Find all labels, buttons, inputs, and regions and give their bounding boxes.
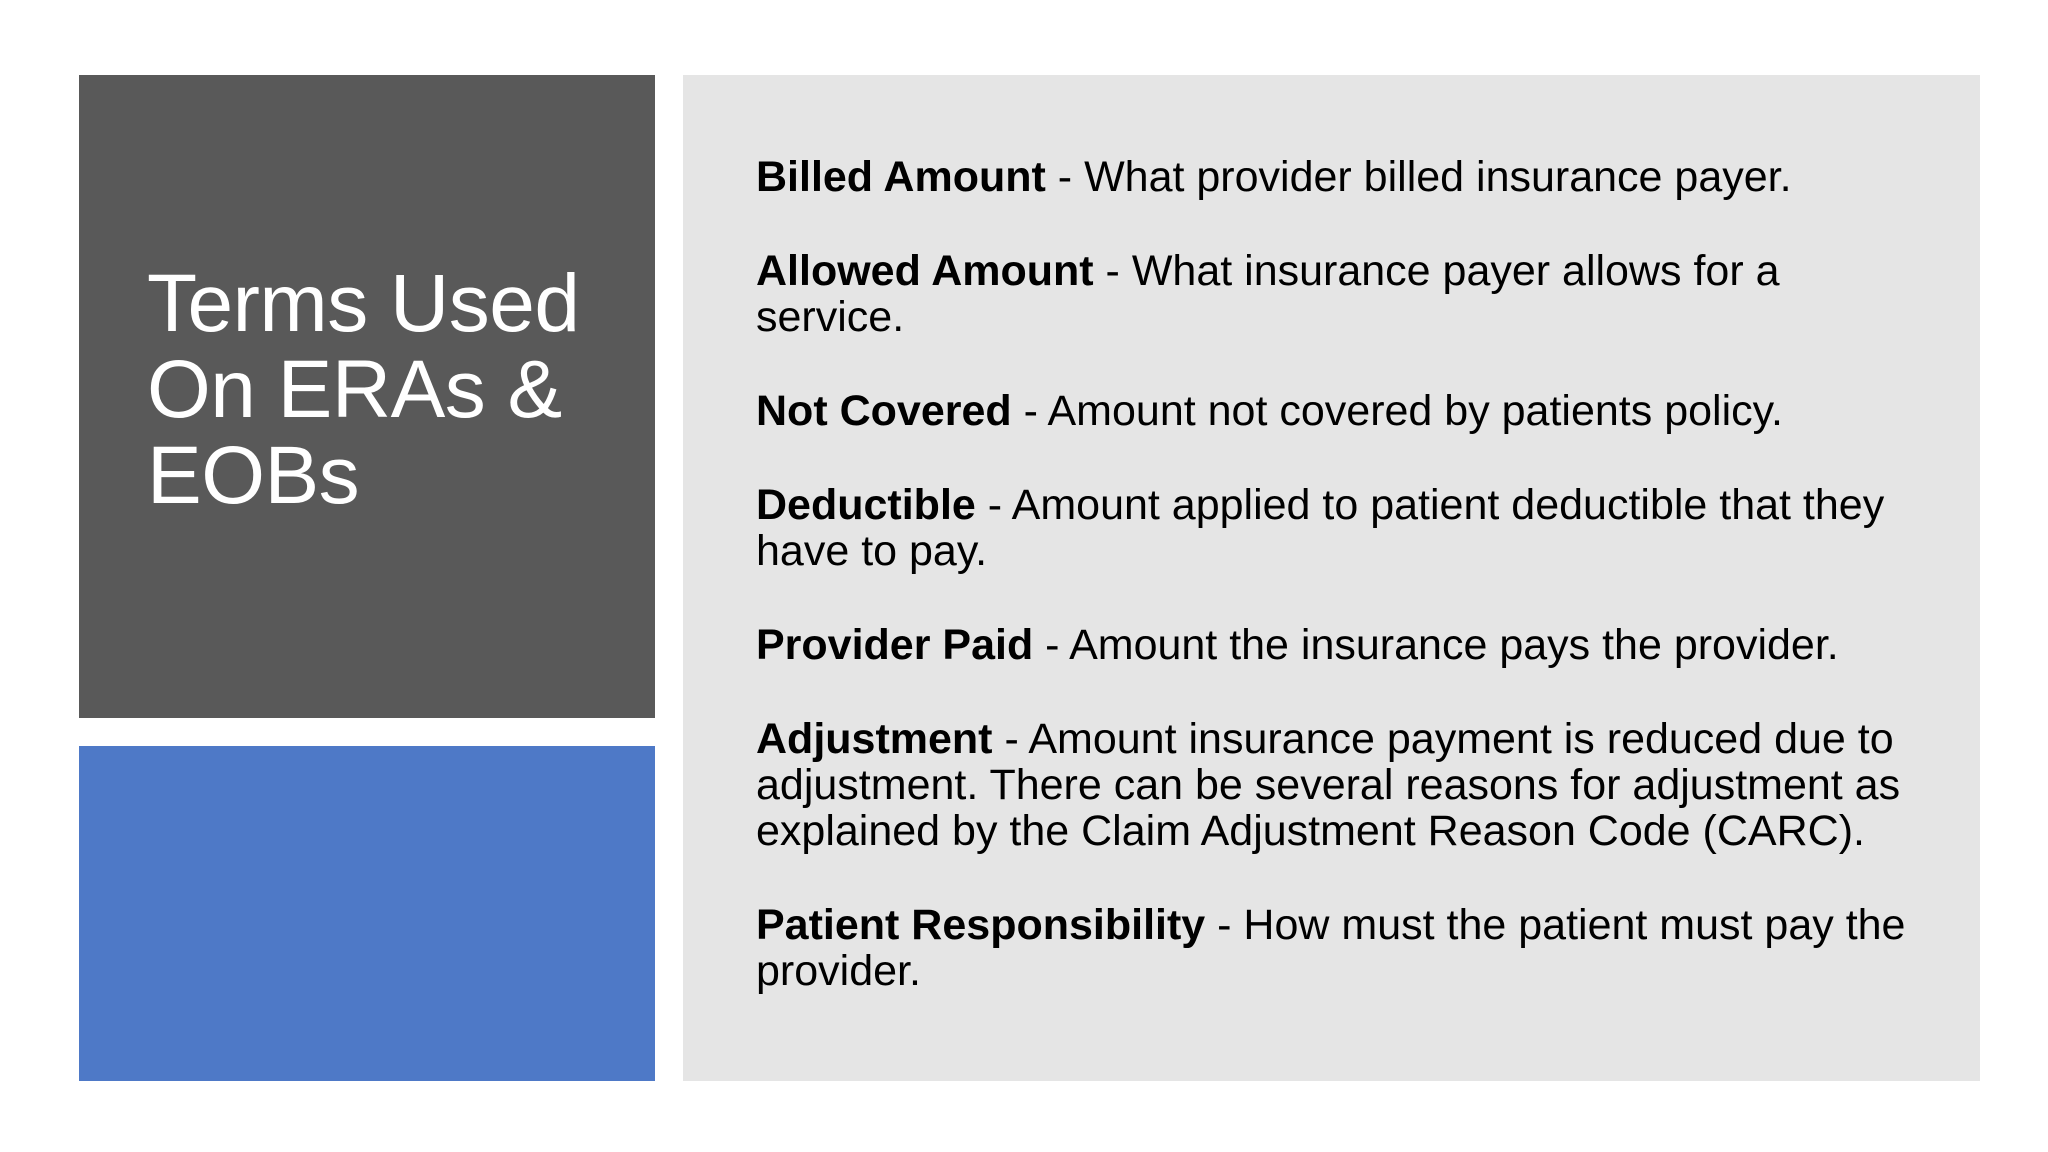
term-not-covered (756, 388, 1926, 434)
decorative-blue-panel (79, 746, 655, 1081)
term-separator: - (1205, 901, 1244, 949)
term-definition: What insurance payer allows for a service. (756, 247, 1780, 341)
term-name: Deductible (756, 481, 976, 529)
term-billed-amount (756, 154, 1926, 200)
term-provider-paid (756, 622, 1926, 668)
term-adjustment (756, 716, 1926, 854)
slide-title: Terms Used On ERAs & EOBs (147, 258, 580, 521)
term-name: Not Covered (756, 387, 1012, 435)
term-definition: Amount applied to patient deductible that they have to pay. (756, 481, 1885, 575)
term-patient-responsibility (756, 902, 1926, 994)
term-name: Allowed Amount (756, 247, 1094, 295)
term-definition: Amount insurance payment is reduced due to adjustment. There can be several reasons for adjustment as explained by the Claim Adjustment Reason Code (CARC). (756, 715, 1901, 855)
term-separator: - (975, 481, 1012, 529)
term-separator: - (992, 715, 1029, 763)
term-name: Patient Responsibility (756, 901, 1206, 949)
term-separator: - (1033, 621, 1070, 669)
term-definition: Amount the insurance pays the provider. (1069, 621, 1839, 669)
term-allowed-amount (756, 248, 1926, 340)
title-panel (79, 75, 655, 718)
term-deductible (756, 482, 1926, 574)
term-definition: What provider billed insurance payer. (1084, 153, 1792, 201)
terms-content-panel (683, 75, 1980, 1081)
term-definition: How must the patient must pay the provider. (756, 901, 1906, 995)
term-name: Adjustment (756, 715, 993, 763)
term-separator: - (1093, 247, 1132, 295)
term-name: Billed Amount (756, 153, 1046, 201)
term-name: Provider Paid (756, 621, 1034, 669)
term-separator: - (1011, 387, 1048, 435)
term-separator: - (1045, 153, 1085, 201)
terms-list (756, 154, 1926, 1042)
term-definition: Amount not covered by patients policy. (1047, 387, 1783, 435)
